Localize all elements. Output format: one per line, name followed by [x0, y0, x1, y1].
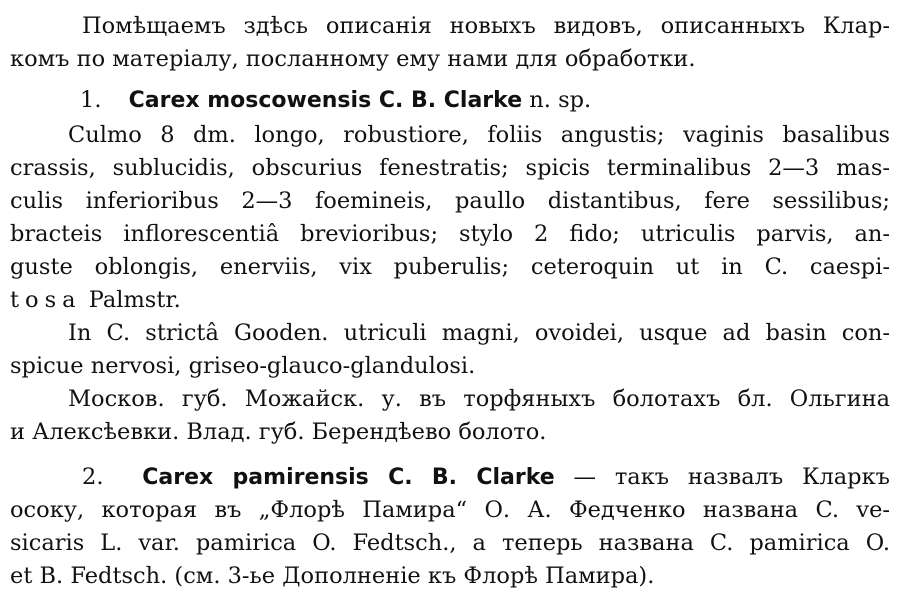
- species-1-desc-author: Palmstr.: [88, 287, 181, 313]
- intro-line-1: Помѣщаемъ здѣсь описанія новыхъ видовъ, описанныхъ Клар-: [82, 13, 890, 39]
- species-2-text-line-4: et B. Fedtsch. (см. 3-ье Дополненіе къ Флорѣ Памира).: [10, 563, 655, 589]
- species-1-status: n. sp.: [529, 87, 592, 113]
- species-2-name: Carex pamirensis C. B. Clarke: [142, 465, 555, 490]
- species-1-desc-line-4: bracteis inflorescentiâ brevioribus; stylo 2 fido; utriculis parvis, an-: [10, 221, 890, 247]
- section-gap: [10, 449, 890, 461]
- species-1-note-line-2: spicue nervosi, griseo-glauco-glandulosi.: [10, 353, 476, 379]
- species-2-text-line-1: — такъ назвалъ Кларкъ: [573, 464, 890, 490]
- species-1-heading: [10, 84, 890, 117]
- species-1-desc-line-1: Culmo 8 dm. longo, robustiore, foliis angustis; vaginis basalibus: [68, 122, 890, 148]
- species-2-number: 2.: [82, 464, 104, 490]
- species-1-locality-line-1: Москов. губ. Можайск. у. въ торфяныхъ болотахъ бл. Ольгина: [68, 386, 890, 412]
- species-2-heading: [10, 461, 890, 494]
- species-2-text-line-2: осоку, которая въ „Флорѣ Памира“ О. А. Федченко названа C. ve-: [10, 497, 890, 523]
- species-1-desc-line-5: guste oblongis, enerviis, vix puberulis; ceteroquin ut in C. caespi-: [10, 254, 890, 280]
- species-2-text-line-3: sicaris L. var. pamirica O. Fedtsch., а теперь названа C. pamirica O.: [10, 530, 890, 556]
- species-1-locality-line-2: и Алексѣевки. Влад. губ. Берендѣево болото.: [10, 419, 547, 445]
- species-1-desc-line-3: culis inferioribus 2—3 foemineis, paullo distantibus, fere sessilibus;: [10, 188, 890, 214]
- species-1-note-line-1: In C. strictâ Gooden. utriculi magni, ovoidei, usque ad basin con-: [68, 320, 890, 346]
- species-1-number: 1.: [80, 87, 102, 113]
- species-1-desc-spaced: tosa: [10, 287, 82, 313]
- intro-line-2: комъ по матеріалу, посланному ему нами для обработки.: [10, 46, 696, 72]
- species-1-name: Carex moscowensis C. B. Clarke: [128, 88, 523, 113]
- species-1-desc-line-6: [10, 284, 890, 317]
- species-1-desc-line-2: crassis, sublucidis, obscurius fenestratis; spicis terminalibus 2—3 mas-: [10, 155, 890, 181]
